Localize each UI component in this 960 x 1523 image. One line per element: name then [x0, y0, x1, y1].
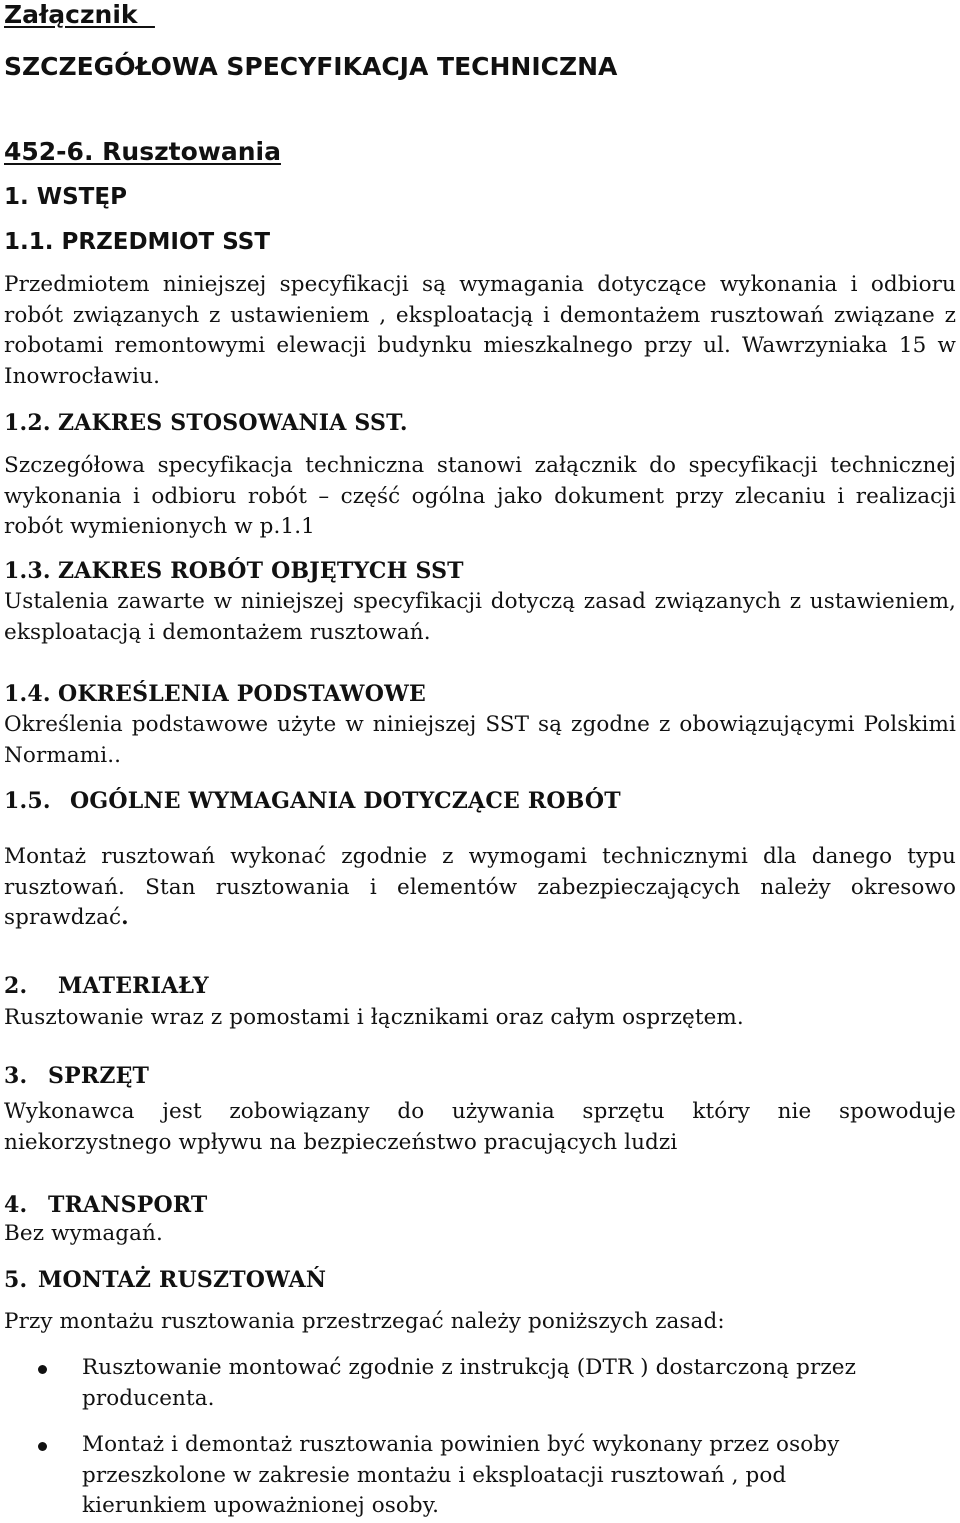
section-text-scope-of-works: Ustalenia zawarte w niniejszej specyfikacji dotyczą zasad związanych z ustawieniem, eksploatacją i demontażem rusztowań. — [4, 589, 956, 645]
section-text-scope-of-use: Szczegółowa specyfikacja techniczna stanowi załącznik do specyfikacji technicznej wykonania i odbioru robót – część ogólna jako dokument przy zlecaniu i realizacji robót wymienionych w p.1.1 — [4, 453, 956, 539]
section-text-transport: Bez wymagań. — [4, 1221, 163, 1246]
section-heading-general-requirements: 1.5. OGÓLNE WYMAGANIA DOTYCZĄCE ROBÓT — [4, 788, 621, 814]
section-text-equipment: Wykonawca jest zobowiązany do używania sprzętu który nie spowoduje niekorzystnego wpływu na bezpieczeństwo pracujących ludzi — [4, 1099, 956, 1155]
section-text-definitions: Określenia podstawowe użyte w niniejszej SST są zgodne z obowiązującymi Polskimi Normami.. — [4, 712, 956, 768]
list-item: Rusztowanie montować zgodnie z instrukcją (DTR ) dostarczoną przez producenta. — [0, 1353, 956, 1415]
section-heading-introduction: 1. WSTĘP — [4, 184, 127, 210]
section-heading-definitions: 1.4. OKREŚLENIA PODSTAWOWE — [4, 681, 426, 707]
section-heading-transport: 4. TRANSPORT — [4, 1192, 208, 1218]
section-heading-materials: 2. MATERIAŁY — [4, 973, 209, 999]
section-heading-scope-of-use: 1.2. ZAKRES STOSOWANIA SST. — [4, 410, 408, 436]
section-heading-scope-of-works: 1.3. ZAKRES ROBÓT OBJĘTYCH SST — [4, 558, 464, 584]
attachment-label: Załącznik — [4, 0, 138, 29]
bullet-icon — [38, 1442, 47, 1451]
section-text-materials: Rusztowanie wraz z pomostami i łącznikami oraz całym osprzętem. — [4, 1005, 744, 1030]
list-item: Montaż i demontaż rusztowania powinien być wykonany przez osoby przeszkolone w zakresie montażu i eksploatacji rusztowań , pod kierunkiem upoważnionej osoby. — [0, 1430, 956, 1522]
section-heading-subject: 1.1. PRZEDMIOT SST — [4, 229, 271, 255]
section-heading-scaffold-assembly: 5. MONTAŻ RUSZTOWAŃ — [4, 1267, 327, 1293]
bullet-icon — [38, 1365, 47, 1374]
document-title: SZCZEGÓŁOWA SPECYFIKACJA TECHNICZNA — [4, 52, 618, 81]
spec-code-title: 452-6. Rusztowania — [4, 137, 281, 166]
section-text-general-requirements: Montaż rusztowań wykonać zgodnie z wymogami technicznymi dla danego typu rusztowań. Stan rusztowania i elementów zabezpieczających należy okresowo sprawdzać. — [4, 844, 956, 930]
section-heading-equipment: 3. SPRZĘT — [4, 1063, 150, 1089]
section-text-subject: Przedmiotem niniejszej specyfikacji są wymagania dotyczące wykonania i odbioru robót związanych z ustawieniem , eksploatacją i demontażem rusztowań związane z robotami remontowymi elewacji budynku mieszkalnego przy ul. Wawrzyniaka 15 w Inowrocławiu. — [4, 272, 956, 389]
section-text-scaffold-assembly: Przy montażu rusztowania przestrzegać należy poniższych zasad: — [4, 1309, 725, 1334]
